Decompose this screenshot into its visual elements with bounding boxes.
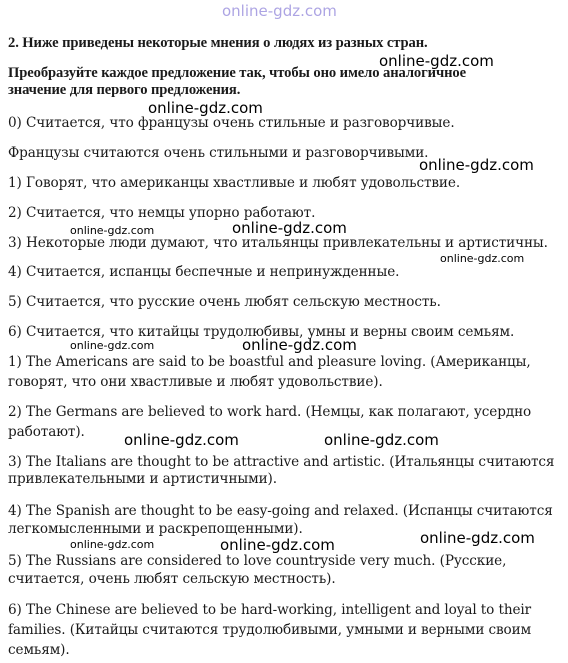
sentence-line: 0) Считается, что французы очень стильные и разговорчивые. <box>8 115 455 131</box>
answer-line: 4) The Spanish are thought to be easy-going and relaxed. (Испанцы считаются <box>8 503 553 519</box>
answer-line: привлекательными и артистичными). <box>8 471 277 487</box>
sentence-line: 4) Считается, испанцы беспечные и непринужденные. <box>8 264 400 280</box>
sentence-line: 5) Считается, что русские очень любят сельскую местность. <box>8 294 441 310</box>
watermark: online-gdz.com <box>324 431 439 449</box>
answer-line: 6) The Chinese are believed to be hard-working, intelligent and loyal to their <box>8 602 532 618</box>
answer-line: работают). <box>8 424 85 440</box>
answer-line: 5) The Russians are considered to love countryside very much. (Русские, <box>8 553 507 569</box>
answer-line: 2) The Germans are believed to work hard. (Немцы, как полагают, усердно <box>8 404 532 420</box>
answer-line: families. (Китайцы считаются трудолюбивыми, умными и верными своим <box>8 622 532 638</box>
task-heading: 2. Ниже приведены некоторые мнения о людях из разных стран. <box>8 35 428 51</box>
answer-line: 1) The Americans are said to be boastful and pleasure loving. (Американцы, <box>8 354 531 370</box>
sentence-line: 3) Некоторые люди думают, что итальянцы привлекательны и артистичны. <box>8 235 548 251</box>
watermark: online-gdz.com <box>242 336 357 354</box>
watermark: online-gdz.com <box>232 219 347 237</box>
watermark: online-gdz.com <box>379 52 494 70</box>
watermark: online-gdz.com <box>124 431 239 449</box>
answer-line: легкомысленными и раскрепощенными). <box>8 521 303 537</box>
watermark: online-gdz.com <box>70 538 155 551</box>
watermark: online-gdz.com <box>222 2 337 20</box>
watermark: online-gdz.com <box>148 99 263 117</box>
answer-line: говорят, что они хвастливые и любят удовольствие). <box>8 374 383 390</box>
watermark: online-gdz.com <box>70 339 155 352</box>
watermark: online-gdz.com <box>70 224 155 237</box>
watermark: online-gdz.com <box>440 252 525 265</box>
watermark: online-gdz.com <box>220 536 335 554</box>
sentence-line: 2) Считается, что немцы упорно работают. <box>8 205 316 221</box>
watermark: online-gdz.com <box>420 529 535 547</box>
task-instruction-line: Преобразуйте каждое предложение так, чтобы оно имело аналогичное <box>8 65 466 81</box>
answer-line: семьям). <box>8 642 70 658</box>
sentence-line: 6) Считается, что китайцы трудолюбивы, умны и верны своим семьям. <box>8 324 515 340</box>
answer-line: считается, очень любят сельскую местность). <box>8 571 336 587</box>
sentence-line: Французы считаются очень стильными и разговорчивыми. <box>8 145 429 161</box>
sentence-line: 1) Говорят, что американцы хвастливые и любят удовольствие. <box>8 175 461 191</box>
task-instruction-line: значение для первого предложения. <box>8 82 241 98</box>
answer-line: 3) The Italians are thought to be attractive and artistic. (Итальянцы считаются <box>8 454 555 470</box>
watermark: online-gdz.com <box>419 156 534 174</box>
